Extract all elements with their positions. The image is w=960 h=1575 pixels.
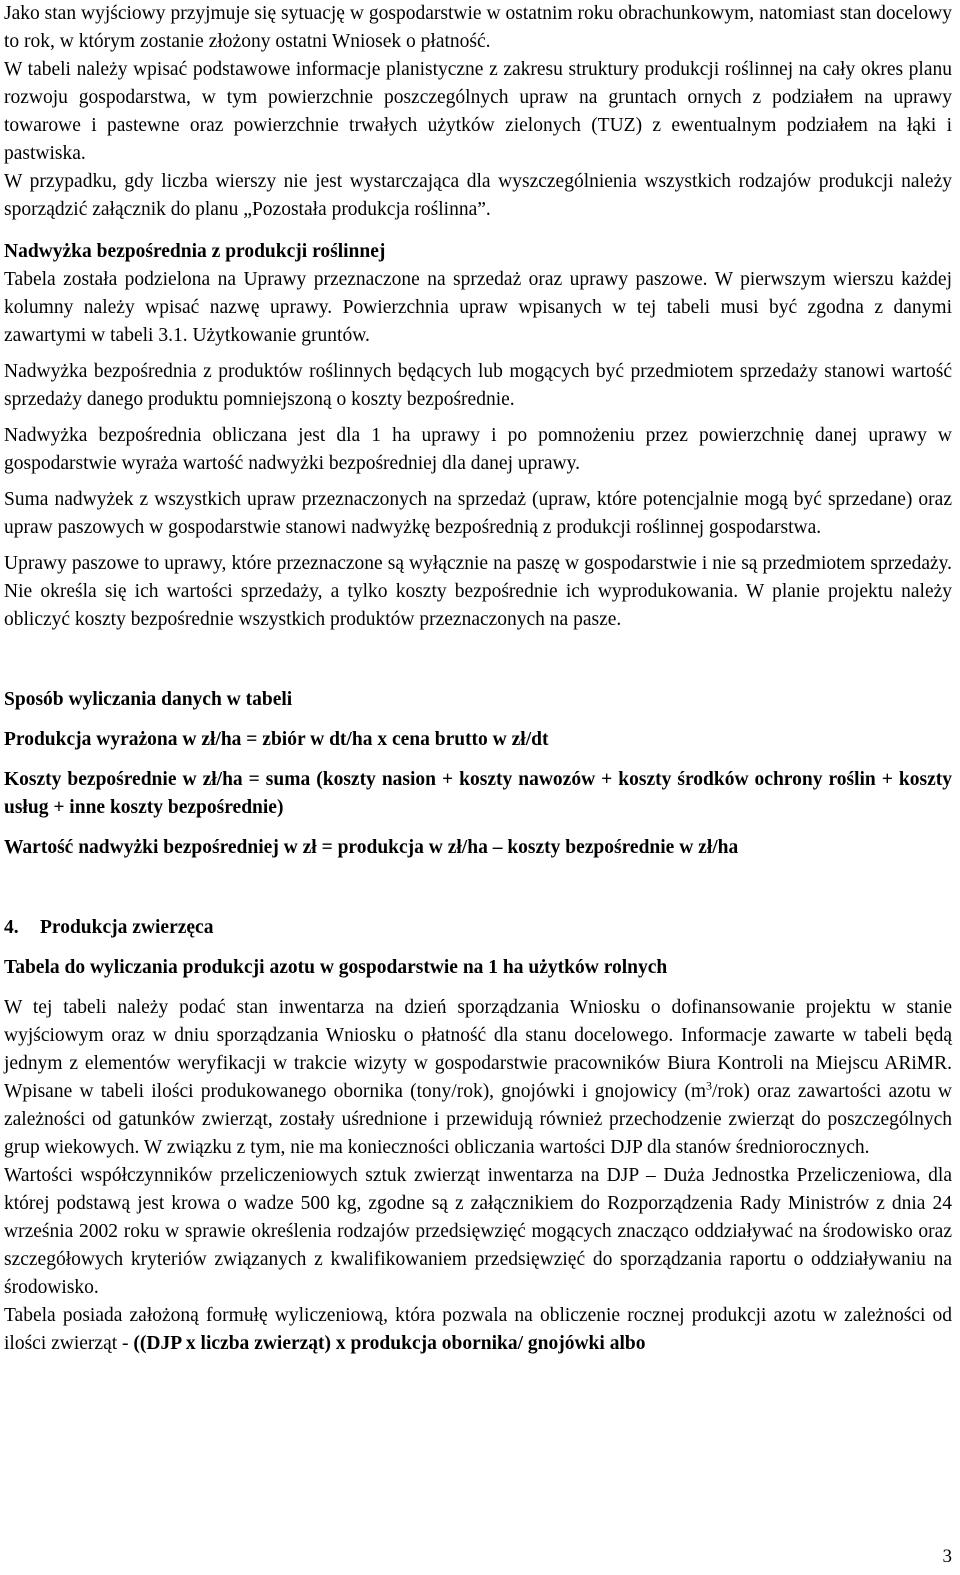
animal-paragraph-3: [4, 1302, 952, 1358]
section-title: Produkcja zwierzęca: [40, 917, 214, 938]
formula-direct-costs: Koszty bezpośrednie w zł/ha = suma (koszty nasion + koszty nawozów + koszty środków ochrony roślin + koszty usług + inne koszty bezpośrednie): [4, 769, 952, 818]
surplus-paragraph-3: Nadwyżka bezpośrednia obliczana jest dla 1 ha uprawy i po pomnożeniu przez powierzchnię danej uprawy w gospodarstwie wyraża wartość nadwyżki bezpośredniej dla danej uprawy.: [4, 425, 952, 474]
formula-surplus-value: Wartość nadwyżki bezpośredniej w zł = produkcja w zł/ha – koszty bezpośrednie w zł/ha: [4, 837, 739, 858]
surplus-paragraph-4: Suma nadwyżek z wszystkich upraw przeznaczonych na sprzedaż (upraw, które potencjalnie mogą być sprzedane) oraz upraw paszowych w gospodarstwie stanowi nadwyżkę bezpośrednią z produkcji roślinnej gospodarstwa.: [4, 489, 952, 538]
section-number: 4.: [4, 917, 19, 938]
animal-paragraph-1-part-a: W tej tabeli należy podać stan inwentarza na dzień sporządzania Wniosku o dofinansowanie projektu w stanie wyjściowym oraz w dniu sporządzania Wniosku o płatność dla stanu docelowego. Informacje zawarte w tabeli będą jednym z elementów weryfikacji w trakcie wizyty w gospodarstwie pracowników Biura Kontroli na Miejscu ARiMR. Wpisane w tabeli ilości produkowanego obornika (tony/rok), gnojówki i gnojowicy (m: [4, 997, 952, 1102]
animal-paragraph-1-part-b: /rok) oraz zawartości azotu w zależności od gatunków zwierząt, zostały uśrednione i przewidują również przechodzenie zwierząt do poszczególnych grup wiekowych. W związku z tym, nie ma konieczności obliczania wartości DJP dla stanów średniorocznych.: [4, 1081, 953, 1158]
intro-paragraph-3: W przypadku, gdy liczba wierszy nie jest wystarczająca dla wyszczególnienia wszystkich rodzajów produkcji należy sporządzić załącznik do planu „Pozostała produkcja roślinna”.: [4, 171, 952, 220]
animal-paragraph-1: [4, 994, 952, 1162]
section-heading-animal-production: [4, 914, 952, 942]
superscript-3: 3: [706, 1078, 712, 1093]
document-page: [4, 0, 952, 1358]
subheading-nitrogen-table: Tabela do wyliczania produkcji azotu w gospodarstwie na 1 ha użytków rolnych: [4, 957, 668, 978]
formula-production: Produkcja wyrażona w zł/ha = zbiór w dt/ha x cena brutto w zł/dt: [4, 729, 549, 750]
animal-paragraph-3-text: Tabela posiada założoną formułę wyliczeniową, która pozwala na obliczenie rocznej produkcji azotu w zależności od ilości zwierząt -: [4, 1305, 952, 1354]
animal-paragraph-2: Wartości współczynników przeliczeniowych sztuk zwierząt inwentarza na DJP – Duża Jednostka Przeliczeniowa, dla której podstawą jest krowa o wadze 500 kg, zgodne są z załącznikiem do Rozporządzenia Rady Ministrów z dnia 24 września 2002 roku w sprawie określenia rodzajów przedsięwzięć mogących znacząco oddziaływać na środowisko oraz szczegółowych kryteriów związanych z kwalifikowaniem przedsięwzięć do sporządzania raportu o oddziaływaniu na środowisko.: [4, 1165, 952, 1298]
page-number: 3: [942, 1546, 952, 1567]
surplus-paragraph-1: Tabela została podzielona na Uprawy przeznaczone na sprzedaż oraz uprawy paszowe. W pierwszym wierszu każdej kolumny należy wpisać nazwę uprawy. Powierzchnia upraw wpisanych w tej tabeli musi być zgodna z danymi zawartymi w tabeli 3.1. Użytkowanie gruntów.: [4, 269, 952, 346]
section-heading-surplus: Nadwyżka bezpośrednia z produkcji roślinnej: [4, 241, 386, 262]
surplus-paragraph-5: Uprawy paszowe to uprawy, które przeznaczone są wyłącznie na paszę w gospodarstwie i nie są przedmiotem sprzedaży. Nie określa się ich wartości sprzedaży, a tylko koszty bezpośrednie ich wyprodukowania. W planie projektu należy obliczyć koszty bezpośrednie wszystkich produktów przeznaczonych na pasze.: [4, 553, 952, 630]
intro-paragraph-1: Jako stan wyjściowy przyjmuje się sytuację w gospodarstwie w ostatnim roku obrachunkowym, natomiast stan docelowy to rok, w którym zostanie złożony ostatni Wniosek o płatność.: [4, 3, 952, 52]
animal-paragraph-3-formula: ((DJP x liczba zwierząt) x produkcja obornika/ gnojówki albo: [133, 1333, 646, 1354]
surplus-paragraph-2: Nadwyżka bezpośrednia z produktów roślinnych będących lub mogących być przedmiotem sprzedaży stanowi wartość sprzedaży danego produktu pomniejszoną o koszty bezpośrednie.: [4, 361, 952, 410]
section-heading-calculation: Sposób wyliczania danych w tabeli: [4, 689, 293, 710]
intro-paragraph-2: W tabeli należy wpisać podstawowe informacje planistyczne z zakresu struktury produkcji roślinnej na cały okres planu rozwoju gospodarstwa, w tym powierzchnie poszczególnych upraw na gruntach ornych z podziałem na uprawy towarowe i pastewne oraz powierzchnie trwałych użytków zielonych (TUZ) z ewentualnym podziałem na łąki i pastwiska.: [4, 59, 952, 164]
